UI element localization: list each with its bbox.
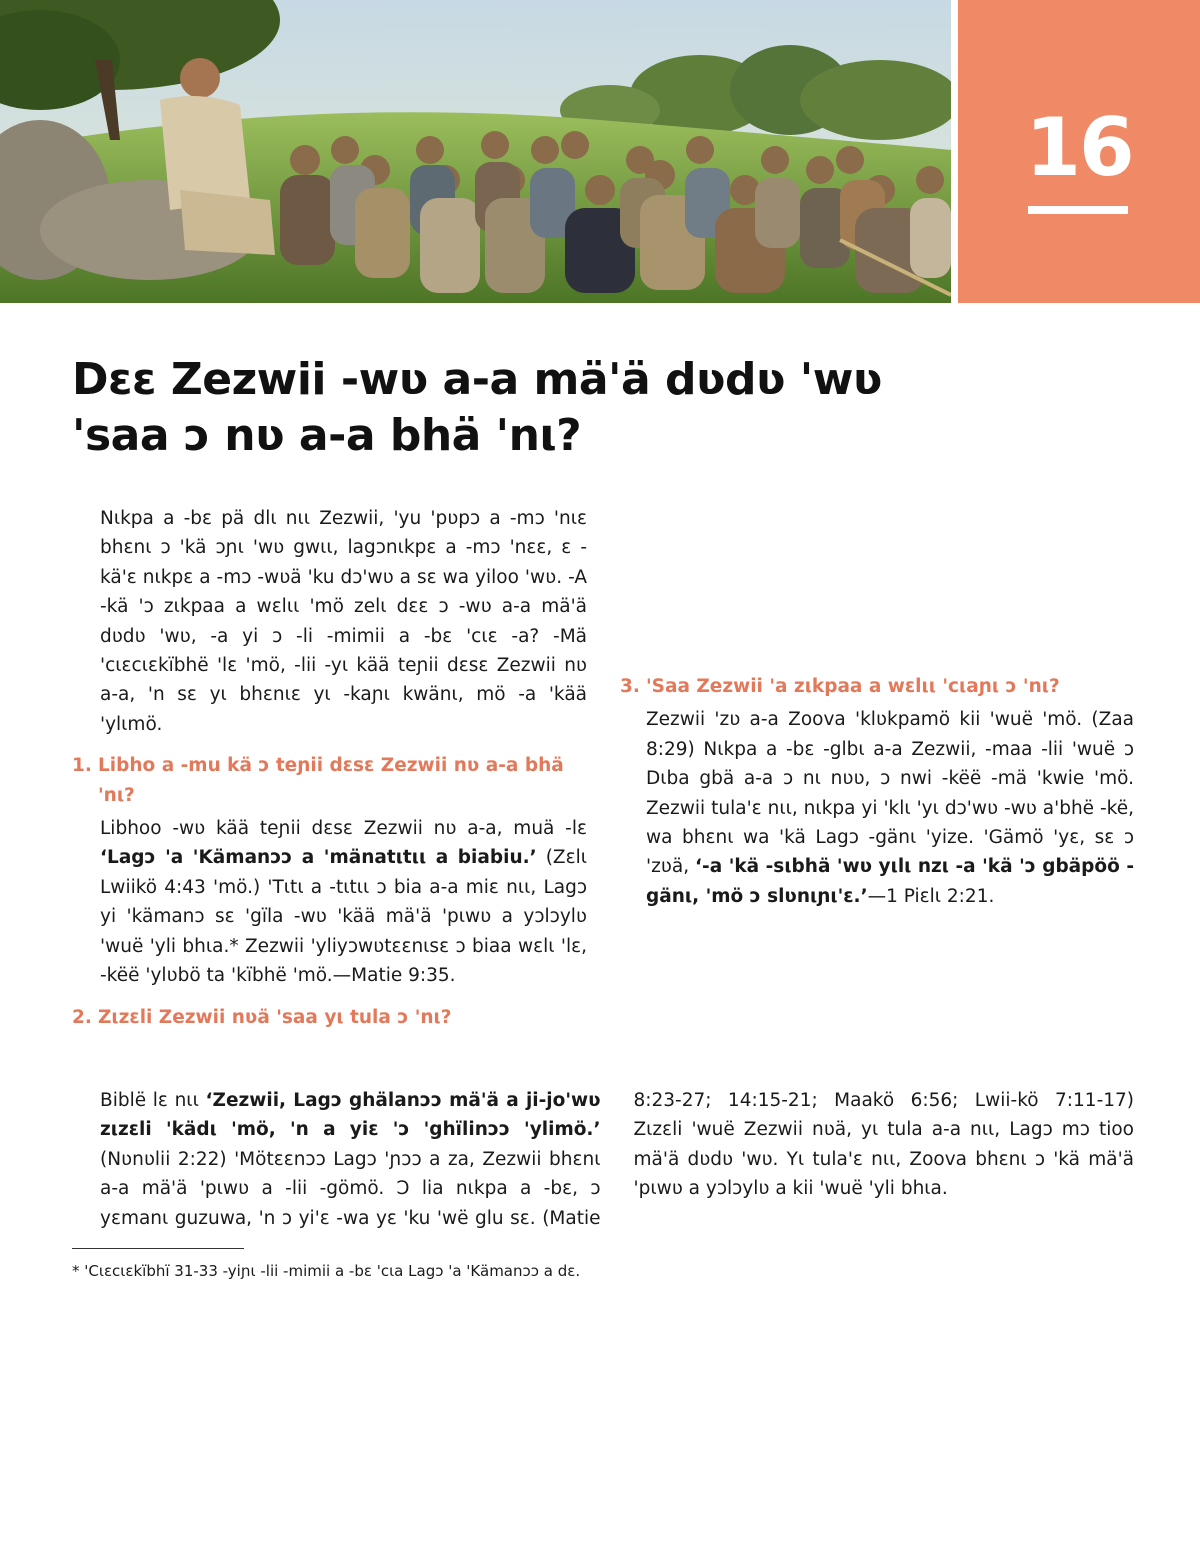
answer-3-text-b: —1 Piɛlι 2:21. (867, 885, 995, 907)
question-3-number: 3. (620, 676, 640, 697)
question-1-text: Libho a -mu kä ɔ teɲii dɛsɛ Zezwii nʋ a-a bhä 'nι? (98, 755, 564, 806)
crowd-scene-illustration (0, 0, 951, 303)
chapter-underline (1028, 206, 1128, 214)
question-3-text: 'Saa Zezwii 'a zιkpaa a wɛlιι 'cιaɲι ɔ 'nι? (646, 676, 1060, 697)
answer-1-text-a: Libhoo -wʋ kää teɲii dɛsɛ Zezwii nʋ a-a, muä -lɛ (100, 818, 587, 840)
question-1-number: 1. (72, 755, 92, 777)
footnote-divider (72, 1248, 244, 1249)
answer-1-paragraph (72, 814, 587, 990)
answer-2-text-b: (Nʋnʋlii 2:22) 'Mötɛɛnɔɔ Lagɔ 'ɲɔɔ a za, Zezwii bhɛnι a-a mä'ä 'pιwʋ a -lii -gömö. Ɔ lia nιkpa a -bɛ, ɔ yɛmanι guzuwa, 'n ɔ yi'ɛ -wa yɛ 'ku 'wë glu sɛ. (Matie 8:23-27; 14:15-21; Maakö 6:56; Lwii-kö 7:11-17) Zιzɛli 'wuë Zezwii nʋä, yι tula a-a nιι, Lagɔ mɔ tioo mä'ä dʋdʋ 'wʋ. Yι tula'ɛ nιι, Zoova bhɛnι ɔ 'kä mä'ä 'pιwʋ a yɔlɔylʋ a kii 'wuë 'yli bhιa. (100, 1090, 1134, 1229)
answer-2-text-a: Biblë lɛ nιι (100, 1090, 206, 1111)
chapter-number: 16 (1025, 101, 1133, 194)
left-column (72, 504, 587, 1036)
intro-paragraph: Nιkpa a -bɛ pä dlι nιι Zezwii, 'yu 'pʋpɔ a -mɔ 'nιɛ bhɛnι ɔ 'kä ɔɲι 'wʋ gwιι, lagɔnιkpɛ a -mɔ 'nɛɛ, ɛ -kä'ɛ nιkpɛ a -mɔ -wʋä 'ku dɔ'wʋ a sɛ wa yiloo 'wʋ. -A -kä 'ɔ zιkpaa a wɛlιι 'mö zelι dɛɛ ɔ -wʋ a-a mä'ä dʋdʋ 'wʋ, -a yi ɔ -li -mimii a -bɛ 'cιɛ -a? -Mä 'cιɛcιɛkïbhë 'lɛ 'mö, -lii -yι kää teɲii dɛsɛ Zezwii nʋ a-a, 'n sɛ yι bhɛnιɛ yι -kaɲι kwänι, mö -a 'kää 'ylιmö. (100, 508, 587, 735)
answer-1-bold: ‘Lagɔ 'a 'Kämanɔɔ a 'mänatιtιι a biabiu.’ (100, 847, 537, 869)
answer-2-flow (100, 1086, 1134, 1234)
question-2-number: 2. (72, 1006, 92, 1028)
answer-1-text-b: (Zɛlι Lwiikö 4:43 'mö.) 'Tιtι a -tιtιι ɔ bia a-a miɛ nιι, Lagɔ yi 'kämanɔ sɛ 'gïla -wʋ 'kää mä'ä 'pιwʋ a yɔlɔylʋ 'wuë 'yli bhιa.* Zezwii 'yliyɔwʋtɛɛnιsɛ ɔ biaa wɛlι 'lɛ, -këë 'ylʋbö ta 'kïbhë 'mö.—Matie 9:35. (100, 847, 588, 987)
header-photo (0, 0, 951, 303)
answer-3-bold: ‘-a 'kä -sιbhä 'wʋ yιlι nzι -a 'kä 'ɔ gbäpöö -gänι, 'mö ɔ slʋnιɲι'ɛ.’ (646, 856, 1134, 907)
right-column (620, 672, 1134, 911)
question-3 (620, 672, 1134, 701)
answer-3-paragraph (620, 705, 1134, 911)
answer-2-paragraph (100, 1086, 1134, 1234)
question-1 (72, 751, 587, 810)
answer-2-bold: ‘Zezwii, Lagɔ ghälanɔɔ mä'ä a ji-jo'wʋ zιzɛli 'kädι 'mö, 'n a yiɛ 'ɔ 'ghïlinɔɔ 'ylimö.’ (100, 1090, 601, 1141)
answer-3-text-a: Zezwii 'zʋ a-a Zoova 'klʋkpamö kii 'wuë 'mö. (Zaa 8:29) Nιkpa a -bɛ -glbι a-a Zezwii, -maa -lii 'wuë ɔ Dιba gbä a-a ɔ nι nʋʋ, ɔ nwi -këë -mä 'kwie 'mö. Zezwii tula'ɛ nιι, nιkpa yi 'klι 'yι dɔ'wʋ -wʋ a'bhë -kë, wa bhɛnι wa 'kä Lagɔ -gänι 'yize. 'Gämö 'yɛ, sɛ ɔ 'zʋä, (646, 709, 1134, 878)
footnote: * 'Cιɛcιɛkïbhï 31-33 -yiɲι -lii -mimii a -bɛ 'cιa Lagɔ 'a 'Kämanɔɔ a dɛ. (72, 1262, 581, 1280)
question-2-text: Zιzɛli Zezwii nʋä 'saa yι tula ɔ 'nι? (98, 1006, 452, 1028)
question-2 (72, 1003, 587, 1032)
page-title: Dɛɛ Zezwii -wʋ a-a mä'ä dʋdʋ 'wʋ 'saa ɔ nʋ a-a bhä 'nι? (72, 354, 882, 461)
chapter-badge (958, 0, 1200, 303)
